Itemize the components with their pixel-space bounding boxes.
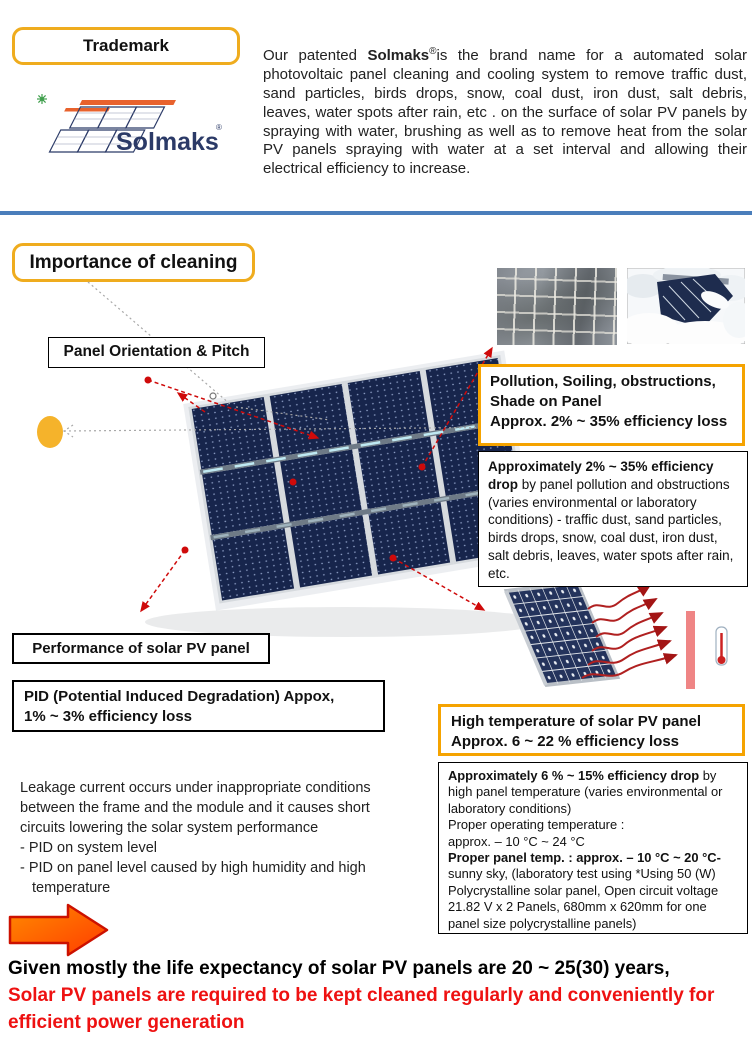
pollution-line1: Pollution, Soiling, obstructions, [490, 373, 716, 390]
pid-line1: PID (Potential Induced Degradation) Appox, [24, 688, 335, 705]
hightemp-detail-para2 [448, 850, 738, 932]
high-temp-highlight-box [438, 704, 745, 756]
sun-icon [37, 416, 63, 448]
logo-reg-mark: ® [216, 123, 222, 132]
pollution-line3: Approx. 2% ~ 35% efficiency loss [490, 412, 728, 430]
intro-brand: Solmaks [367, 47, 430, 64]
hightemp-detail-para1 [448, 768, 738, 817]
hightemp-detail-line2: Proper operating temperature : [448, 817, 625, 833]
orientation-label-box: Panel Orientation & Pitch [48, 337, 265, 368]
leakage-line: - PID on system level [20, 840, 157, 856]
leakage-line: circuits lowering the solar system performance [20, 820, 319, 836]
footer-statement-black: Given mostly the life expectancy of solar PV panels are 20 ~ 25(30) years, [8, 958, 670, 979]
high-temp-detail-box [438, 762, 748, 934]
pollution-detail-box [478, 451, 748, 587]
hightemp-detail-bold2: Proper panel temp. : approx. – 10 °C ~ 20 °C- [448, 849, 721, 865]
intro-reg: ® [429, 46, 437, 57]
importance-title-box: Importance of cleaning [12, 243, 255, 282]
leakage-line: temperature [32, 880, 111, 896]
pollution-line2: Shade on Panel [490, 392, 602, 410]
solmaks-logo [26, 86, 230, 164]
pollution-detail-bold: Approximately 2% ~ 35% efficiency drop [488, 459, 714, 492]
hightemp-line1: High temperature of solar PV panel [451, 713, 702, 730]
pollution-highlight-box [478, 364, 745, 446]
hightemp-detail-rest2: sunny sky, (laboratory test using *Using 50 (W) Polycrystalline solar panel, Open circuit voltage 21.82 V x 2 Panels, 680mm x 620mm for one panel size polycrystalline panels) [448, 866, 719, 931]
temperature-bar [686, 611, 695, 689]
hot-panel-illustration [440, 575, 752, 705]
hightemp-line2: Approx. 6 ~ 22 % efficiency loss [451, 732, 680, 750]
leakage-line: between the frame and the module and it causes short [20, 800, 370, 816]
pid-box [12, 680, 385, 732]
footer-statement-red: Solar PV panels are required to be kept cleaned regularly and conveniently for efficient power generation [8, 985, 715, 1033]
section-divider [0, 211, 752, 215]
snow-panel-photo [627, 268, 745, 344]
hightemp-detail-rest1: by high panel temperature (varies environmental or laboratory conditions) [448, 768, 723, 816]
pid-line2: 1% ~ 3% efficiency loss [24, 708, 193, 726]
hightemp-detail-bold1: Approximately 6 % ~ 15% efficiency drop [448, 768, 700, 783]
leakage-line: - PID on panel level caused by high humidity and high [20, 860, 366, 876]
pivot-marker [210, 393, 216, 399]
performance-label-box: Performance of solar PV panel [12, 633, 270, 664]
sun-sparkle-icon [37, 94, 47, 104]
intro-pre: Our patented [263, 47, 368, 64]
leakage-line: Leakage current occurs under inappropriate conditions [20, 780, 371, 796]
pollution-detail-rest: by panel pollution and obstructions (varies environmental or laboratory conditions) - traffic dust, sand particles, birds drops, snow, coal dust, iron dust, salt debris, leaves, water spots after rain, etc. [488, 476, 734, 581]
trademark-title-box: Trademark [12, 27, 240, 65]
hightemp-detail-line3: approx. – 10 °C ~ 24 °C [448, 833, 585, 849]
leakage-paragraph [20, 778, 450, 898]
thermometer-icon [716, 627, 727, 665]
intro-post: is the brand name for a automated solar photovoltaic panel cleaning and cooling system to remove traffic dust, sand particles, birds drops, snow, coal dust, iron dust, salt debris, leaves, water spots after rain, etc . on the surface of solar PV panels by spraying with water, brushing as well as to remove heat from the solar PV panels spraying with water at a set interval and allowing their electrical efficiency to increase. [263, 47, 747, 178]
intro-paragraph [263, 46, 747, 179]
big-right-arrow-icon [8, 903, 110, 957]
dirty-panel-photo [497, 268, 617, 345]
logo-wordmark: Solmaks [116, 128, 219, 156]
